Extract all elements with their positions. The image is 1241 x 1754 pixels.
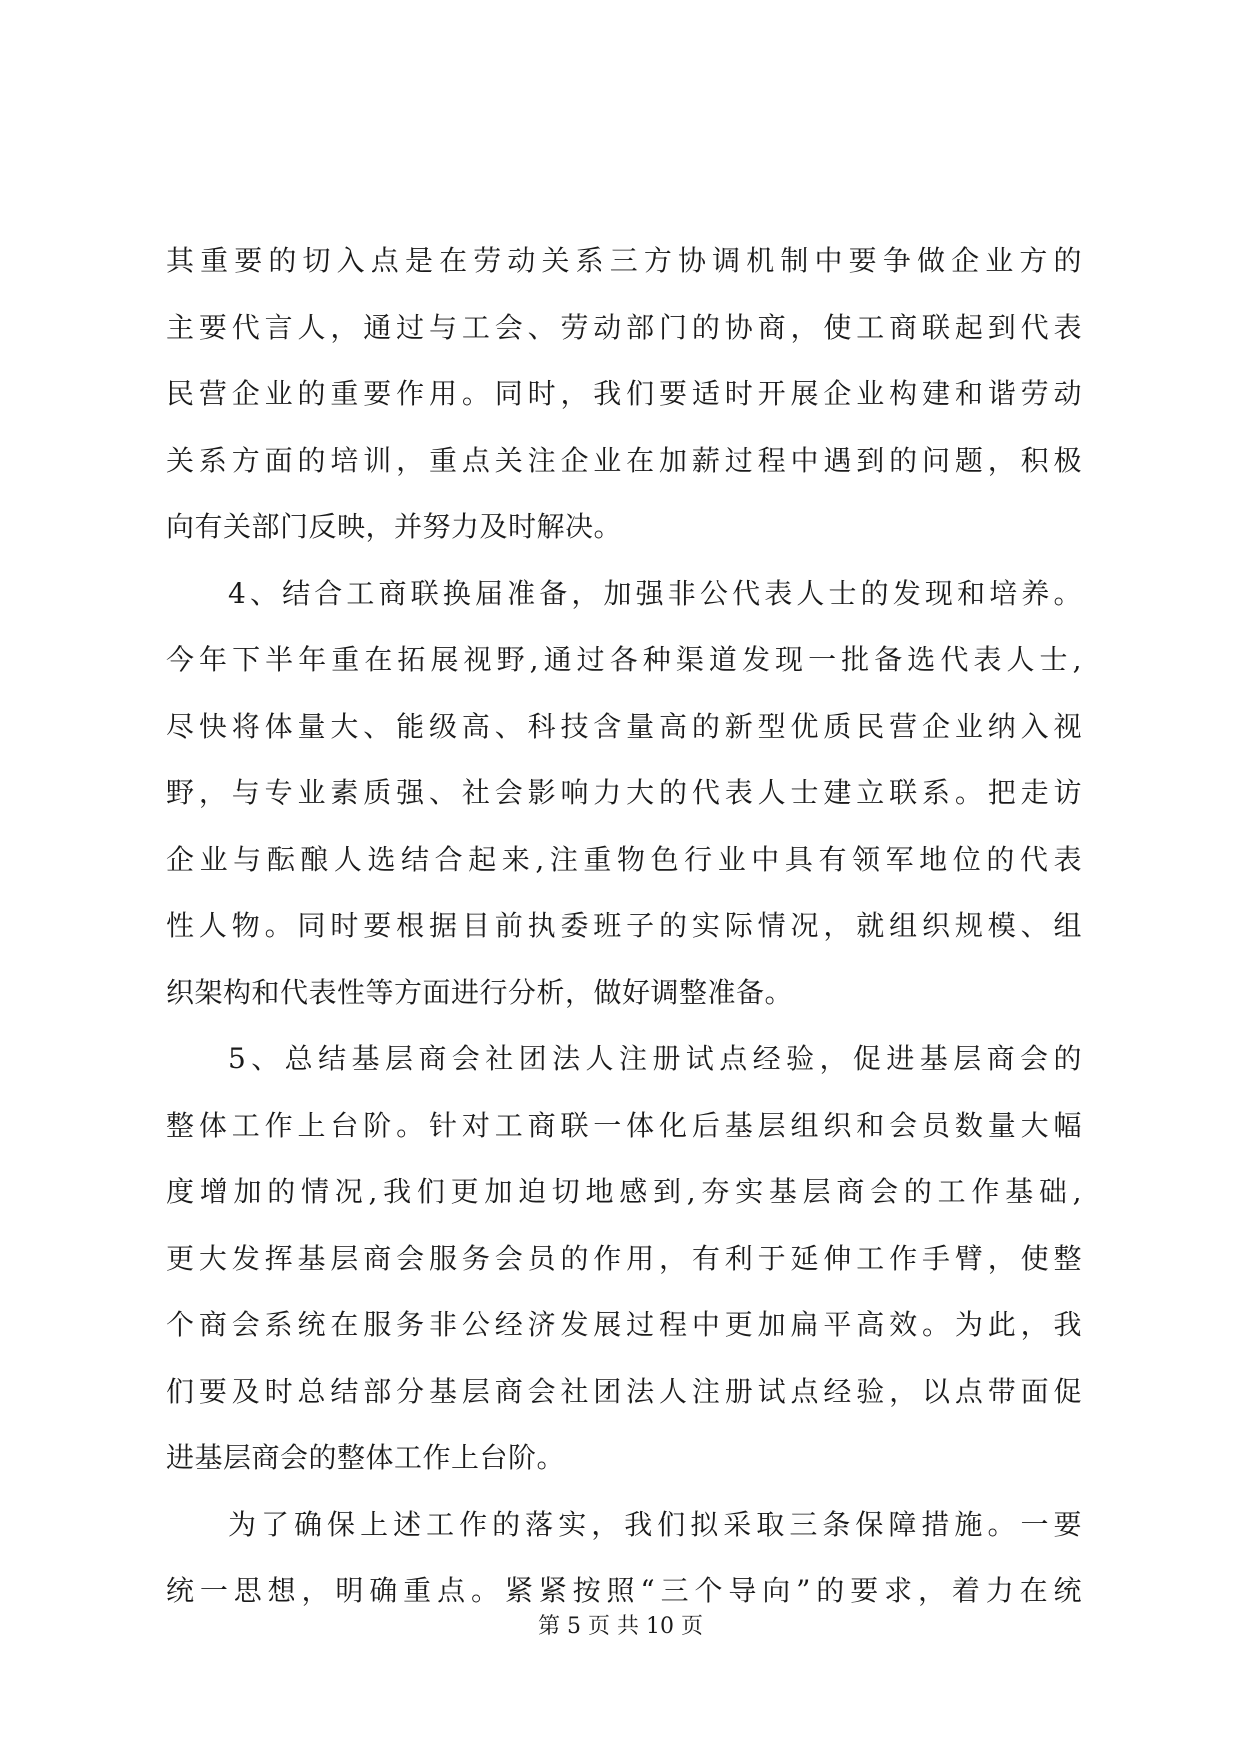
- text-line: 进基层商会的整体工作上台阶。: [166, 1441, 566, 1474]
- text-line: 整体工作上台阶。针对工商联一体化后基层组织和会员数量大幅: [166, 1108, 1082, 1142]
- text-line: 野，与专业素质强、社会影响力大的代表人士建立联系。把走访: [166, 776, 1082, 809]
- text-line: 民营企业的重要作用。同时，我们要适时开展企业构建和谐劳动: [166, 377, 1082, 410]
- page-number-footer: 第 5 页 共 10 页: [538, 1614, 703, 1639]
- text-line: 主要代言人，通过与工会、劳动部门的协商，使工商联起到代表: [166, 310, 1082, 344]
- text-line: 关系方面的培训，重点关注企业在加薪过程中遇到的问题，积极: [166, 443, 1082, 477]
- text-line: 5、总结基层商会社团法人注册试点经验，促进基层商会的: [228, 1042, 1082, 1075]
- text-line: 统一思想，明确重点。紧紧按照“三个导向”的要求，着力在统: [166, 1574, 1082, 1607]
- text-line: 为了确保上述工作的落实，我们拟采取三条保障措施。一要: [228, 1507, 1082, 1541]
- body-text: [166, 228, 1082, 1625]
- text-line: 们要及时总结部分基层商会社团法人注册试点经验，以点带面促: [166, 1374, 1082, 1408]
- text-line: 更大发挥基层商会服务会员的作用，有利于延伸工作手臂，使整: [166, 1241, 1082, 1275]
- text-line: 其重要的切入点是在劳动关系三方协调机制中要争做企业方的: [166, 244, 1082, 277]
- text-line: 织架构和代表性等方面进行分析，做好调整准备。: [166, 975, 794, 1009]
- text-line: 尽快将体量大、能级高、科技含量高的新型优质民营企业纳入视: [166, 709, 1082, 743]
- text-line: 性人物。同时要根据目前执委班子的实际情况，就组织规模、组: [166, 909, 1082, 942]
- text-line: 度增加的情况,我们更加迫切地感到,夯实基层商会的工作基础,: [166, 1175, 1082, 1208]
- text-line: 向有关部门反映，并努力及时解决。: [166, 510, 623, 543]
- text-line: 个商会系统在服务非公经济发展过程中更加扁平高效。为此，我: [166, 1308, 1082, 1341]
- text-line: 4、结合工商联换届准备，加强非公代表人士的发现和培养。: [228, 576, 1082, 610]
- text-line: 今年下半年重在拓展视野,通过各种渠道发现一批备选代表人士,: [166, 643, 1082, 676]
- text-line: 企业与酝酿人选结合起来,注重物色行业中具有领军地位的代表: [166, 842, 1082, 876]
